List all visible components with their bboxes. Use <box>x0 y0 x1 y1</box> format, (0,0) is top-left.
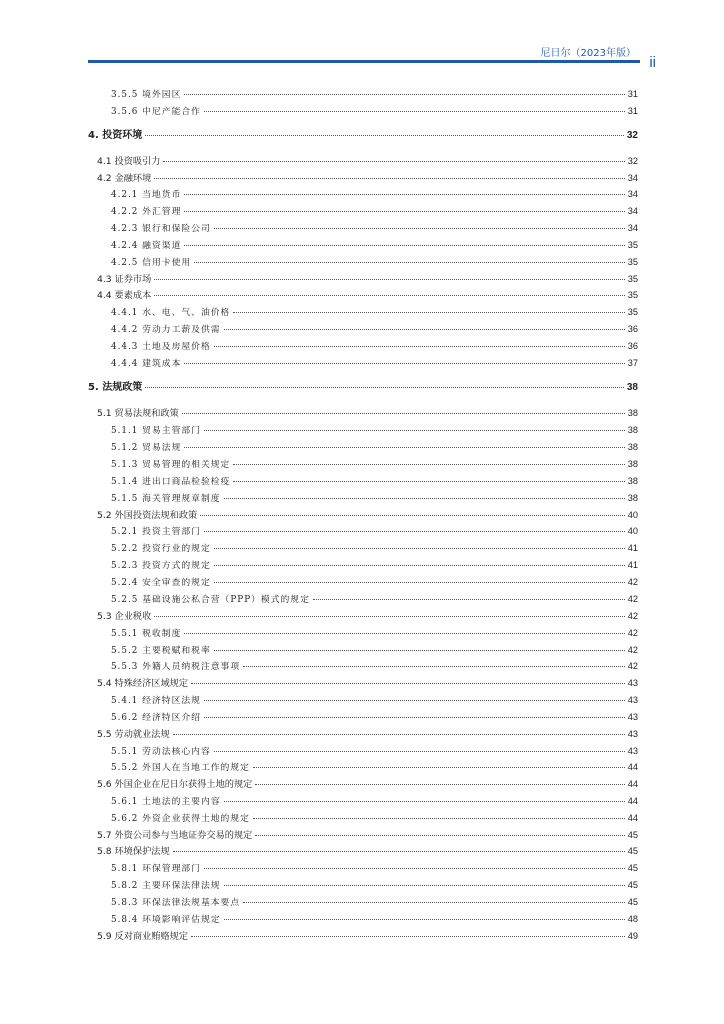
toc-dot-leader <box>173 851 625 852</box>
toc-dot-leader <box>154 178 624 179</box>
toc-entry-page: 41 <box>627 560 638 570</box>
toc-entry-page: 45 <box>627 880 638 890</box>
toc-entry[interactable] <box>88 492 638 504</box>
toc-entry-label: 4.2.1 当地货币 <box>111 190 182 200</box>
toc-dot-leader <box>255 784 624 785</box>
toc-entry[interactable] <box>88 644 638 656</box>
toc-entry[interactable] <box>88 172 638 184</box>
toc-entry-label: 4.4.3 土地及房屋价格 <box>111 342 211 352</box>
toc-entry-label: 4.4.1 水、电、气、油价格 <box>111 308 231 318</box>
toc-entry-label: 5.2.2 投资行业的规定 <box>111 544 211 554</box>
toc-entry[interactable] <box>88 407 638 419</box>
toc-dot-leader <box>214 228 625 229</box>
toc-entry-label: 4.2 金融环境 <box>97 173 152 184</box>
toc-entry-page: 43 <box>627 695 638 705</box>
toc-entry[interactable] <box>88 323 638 335</box>
toc-dot-leader <box>204 430 625 431</box>
toc-entry-page: 43 <box>627 678 638 688</box>
toc-entry[interactable] <box>88 728 638 740</box>
toc-dot-leader <box>204 111 625 112</box>
toc-entry[interactable] <box>88 424 638 436</box>
toc-entry-page: 38 <box>627 459 638 469</box>
toc-entry-label: 3.5.5 境外园区 <box>111 90 182 100</box>
toc-entry-label: 5.6 外国企业在尼日尔获得土地的规定 <box>97 779 253 790</box>
toc-entry-label: 4. 投资环境 <box>88 130 143 141</box>
toc-entry-label: 5.4 特殊经济区域规定 <box>97 678 189 689</box>
toc-entry-page: 35 <box>627 274 638 284</box>
toc-entry-label: 4.4 要素成本 <box>97 290 152 301</box>
toc-entry-page: 38 <box>627 493 638 503</box>
toc-entry[interactable] <box>88 130 638 142</box>
toc-entry-page: 40 <box>627 510 638 520</box>
toc-entry-label: 5.5.1 税收制度 <box>111 629 182 639</box>
toc-entry-page: 44 <box>627 813 638 823</box>
toc-dot-leader <box>163 161 624 162</box>
toc-entry-label: 5.8.4 环境影响评估规定 <box>111 915 221 925</box>
toc-entry-page: 48 <box>627 914 638 924</box>
toc-dot-leader <box>184 447 624 448</box>
toc-entry-label: 5.5.3 外籍人员纳税注意事项 <box>111 662 241 672</box>
toc-entry[interactable] <box>88 382 638 394</box>
toc-entry[interactable] <box>88 660 638 672</box>
toc-entry-label: 5.6.2 外资企业获得土地的规定 <box>111 814 250 824</box>
toc-entry[interactable] <box>88 879 638 891</box>
toc-dot-leader <box>184 633 624 634</box>
toc-dot-leader <box>224 885 625 886</box>
toc-dot-leader <box>184 94 624 95</box>
toc-dot-leader <box>253 818 625 819</box>
toc-entry[interactable] <box>88 289 638 301</box>
toc-entry-label: 5.9 反对商业贿赂规定 <box>97 931 189 942</box>
toc-entry[interactable] <box>88 896 638 908</box>
toc-dot-leader <box>204 717 625 718</box>
toc-entry-label: 5. 法规政策 <box>88 382 143 393</box>
toc-entry[interactable] <box>88 188 638 200</box>
toc-entry[interactable] <box>88 576 638 588</box>
toc-dot-leader <box>154 295 624 296</box>
toc-dot-leader <box>200 515 625 516</box>
toc-dot-leader <box>184 194 624 195</box>
toc-entry-page: 35 <box>627 257 638 267</box>
toc-dot-leader <box>204 868 625 869</box>
toc-dot-leader <box>243 902 625 903</box>
toc-entry[interactable] <box>88 745 638 757</box>
toc-dot-leader <box>255 835 624 836</box>
toc-entry[interactable] <box>88 761 638 773</box>
toc-entry-label: 5.8.2 主要环保法律法规 <box>111 881 221 891</box>
toc-dot-leader <box>154 279 624 280</box>
toc-entry-label: 4.3 证券市场 <box>97 274 152 285</box>
toc-dot-leader <box>194 262 625 263</box>
toc-dot-leader <box>233 312 624 313</box>
toc-entry-page: 35 <box>627 307 638 317</box>
toc-entry-page: 44 <box>627 796 638 806</box>
toc-entry-label: 5.5.2 外国人在当地工作的规定 <box>111 763 250 773</box>
toc-entry[interactable] <box>88 542 638 554</box>
toc-entry-label: 5.8 环境保护法规 <box>97 846 170 857</box>
toc-entry-page: 35 <box>627 290 638 300</box>
toc-entry-page: 34 <box>627 223 638 233</box>
toc-entry-label: 5.5 劳动就业法规 <box>97 729 170 740</box>
toc-entry-label: 4.2.4 融资渠道 <box>111 241 182 251</box>
toc-entry-page: 44 <box>627 779 638 789</box>
toc-dot-leader <box>173 734 625 735</box>
toc-entry-label: 5.8.1 环保管理部门 <box>111 864 201 874</box>
toc-entry[interactable] <box>88 610 638 622</box>
toc-entry-page: 40 <box>627 526 638 536</box>
toc-entry-page: 45 <box>627 863 638 873</box>
toc-dot-leader <box>224 801 625 802</box>
toc-entry[interactable] <box>88 306 638 318</box>
toc-dot-leader <box>184 363 624 364</box>
toc-entry-page: 42 <box>627 661 638 671</box>
toc-entry-page: 38 <box>627 442 638 452</box>
toc-entry-page: 42 <box>627 645 638 655</box>
toc-entry-page: 43 <box>627 729 638 739</box>
toc-entry-page: 42 <box>627 611 638 621</box>
toc-entry-label: 5.1.2 贸易法规 <box>111 443 182 453</box>
toc-entry[interactable] <box>88 795 638 807</box>
toc-entry-label: 4.4.2 劳动力工薪及供需 <box>111 325 221 335</box>
toc-entry-page: 38 <box>627 476 638 486</box>
toc-entry[interactable] <box>88 862 638 874</box>
toc-entry-page: 42 <box>627 577 638 587</box>
toc-dot-leader <box>191 683 625 684</box>
toc-entry-label: 4.2.3 银行和保险公司 <box>111 224 211 234</box>
toc-entry-page: 43 <box>627 746 638 756</box>
toc-entry[interactable] <box>88 340 638 352</box>
toc-entry-page: 36 <box>627 341 638 351</box>
toc-entry[interactable] <box>88 357 638 369</box>
toc-entry-page: 45 <box>627 830 638 840</box>
toc-entry[interactable] <box>88 711 638 723</box>
toc-entry[interactable] <box>88 677 638 689</box>
toc-entry-label: 5.1.1 贸易主管部门 <box>111 426 201 436</box>
toc-entry-label: 5.4.1 经济特区法规 <box>111 696 201 706</box>
toc-dot-leader <box>214 751 625 752</box>
toc-dot-leader <box>154 616 624 617</box>
page-header-title: 尼日尔（2023年版） <box>540 48 636 59</box>
toc-dot-leader <box>214 565 625 566</box>
toc-entry-page: 34 <box>627 206 638 216</box>
toc-dot-leader <box>214 650 625 651</box>
toc-entry-page: 49 <box>627 931 638 941</box>
toc-entry-label: 4.1 投资吸引力 <box>97 156 161 167</box>
toc-entry-page: 31 <box>627 89 638 99</box>
toc-entry[interactable] <box>88 559 638 571</box>
toc-dot-leader <box>145 135 624 136</box>
toc-dot-leader <box>224 329 625 330</box>
toc-dot-leader <box>253 767 625 768</box>
toc-entry[interactable] <box>88 930 638 942</box>
toc-entry-label: 4.2.2 外汇管理 <box>111 207 182 217</box>
header-rule <box>88 60 640 63</box>
toc-dot-leader <box>233 481 624 482</box>
toc-entry-label: 5.7 外资公司参与当地证券交易的规定 <box>97 830 253 841</box>
toc-entry-page: 44 <box>627 762 638 772</box>
toc-entry-page: 34 <box>627 189 638 199</box>
toc-dot-leader <box>184 211 624 212</box>
toc-dot-leader <box>182 413 625 414</box>
toc-entry[interactable] <box>88 627 638 639</box>
toc-dot-leader <box>145 387 624 388</box>
toc-entry[interactable] <box>88 593 638 605</box>
toc-dot-leader <box>214 548 625 549</box>
toc-entry-label: 5.1 贸易法规和政策 <box>97 408 179 419</box>
toc-entry[interactable] <box>88 913 638 925</box>
toc-entry-page: 45 <box>627 846 638 856</box>
toc-entry[interactable] <box>88 155 638 167</box>
toc-entry[interactable] <box>88 509 638 521</box>
toc-entry-page: 43 <box>627 712 638 722</box>
toc-entry-page: 32 <box>626 130 638 141</box>
toc-entry-label: 5.1.4 进出口商品检验检疫 <box>111 477 231 487</box>
toc-entry-page: 32 <box>627 156 638 166</box>
toc-dot-leader <box>243 666 625 667</box>
toc-entry-page: 34 <box>627 173 638 183</box>
toc-entry-page: 41 <box>627 543 638 553</box>
toc-entry[interactable] <box>88 812 638 824</box>
toc-entry-label: 5.2 外国投资法规和政策 <box>97 510 198 521</box>
toc-entry[interactable] <box>88 458 638 470</box>
toc-entry[interactable] <box>88 829 638 841</box>
toc-entry-page: 36 <box>627 324 638 334</box>
toc-entry-label: 3.5.6 中尼产能合作 <box>111 107 201 117</box>
toc-dot-leader <box>214 582 625 583</box>
toc-entry-label: 5.1.3 贸易管理的相关规定 <box>111 460 231 470</box>
toc-dot-leader <box>214 346 625 347</box>
toc-entry[interactable] <box>88 105 638 117</box>
toc-entry-page: 37 <box>627 358 638 368</box>
toc-entry[interactable] <box>88 239 638 251</box>
toc-dot-leader <box>191 936 625 937</box>
toc-entry-label: 5.2.5 基础设施公私合营（PPP）模式的规定 <box>111 595 310 605</box>
toc-entry[interactable] <box>88 475 638 487</box>
page-number: ii <box>649 54 656 71</box>
toc-entry-page: 42 <box>627 628 638 638</box>
toc-entry-label: 5.5.1 劳动法核心内容 <box>111 747 211 757</box>
toc-entry-label: 5.2.3 投资方式的规定 <box>111 561 211 571</box>
toc-entry-label: 5.8.3 环保法律法规基本要点 <box>111 898 241 908</box>
toc-entry[interactable] <box>88 205 638 217</box>
toc-entry-label: 4.4.4 建筑成本 <box>111 359 182 369</box>
toc-entry[interactable] <box>88 845 638 857</box>
toc-entry[interactable] <box>88 525 638 537</box>
toc-entry-page: 38 <box>626 382 638 393</box>
toc-entry[interactable] <box>88 778 638 790</box>
toc-entry[interactable] <box>88 273 638 285</box>
toc-entry-label: 5.3 企业税收 <box>97 611 152 622</box>
toc-entry-page: 31 <box>627 106 638 116</box>
toc-entry-label: 5.2.4 安全审查的规定 <box>111 578 211 588</box>
toc-dot-leader <box>313 599 625 600</box>
toc-entry[interactable] <box>88 694 638 706</box>
toc-dot-leader <box>204 531 625 532</box>
toc-entry[interactable] <box>88 441 638 453</box>
toc-entry[interactable] <box>88 222 638 234</box>
toc-dot-leader <box>224 919 625 920</box>
toc-dot-leader <box>204 700 625 701</box>
toc-entry-label: 5.5.2 主要税赋和税率 <box>111 646 211 656</box>
toc-entry[interactable] <box>88 256 638 268</box>
toc-entry-label: 5.1.5 海关管理规章制度 <box>111 494 221 504</box>
toc-entry-label: 5.6.1 土地法的主要内容 <box>111 797 221 807</box>
toc-dot-leader <box>233 464 624 465</box>
toc-entry-label: 4.2.5 信用卡使用 <box>111 258 192 268</box>
toc-dot-leader <box>224 498 625 499</box>
toc-entry-page: 38 <box>627 408 638 418</box>
toc-entry-page: 45 <box>627 897 638 907</box>
toc-entry-page: 38 <box>627 425 638 435</box>
toc-entry-label: 5.2.1 投资主管部门 <box>111 527 201 537</box>
toc-entry-label: 5.6.2 经济特区介绍 <box>111 713 201 723</box>
toc-entry[interactable] <box>88 88 638 100</box>
toc-dot-leader <box>184 245 624 246</box>
toc-entry-page: 35 <box>627 240 638 250</box>
toc-entry-page: 42 <box>627 594 638 604</box>
